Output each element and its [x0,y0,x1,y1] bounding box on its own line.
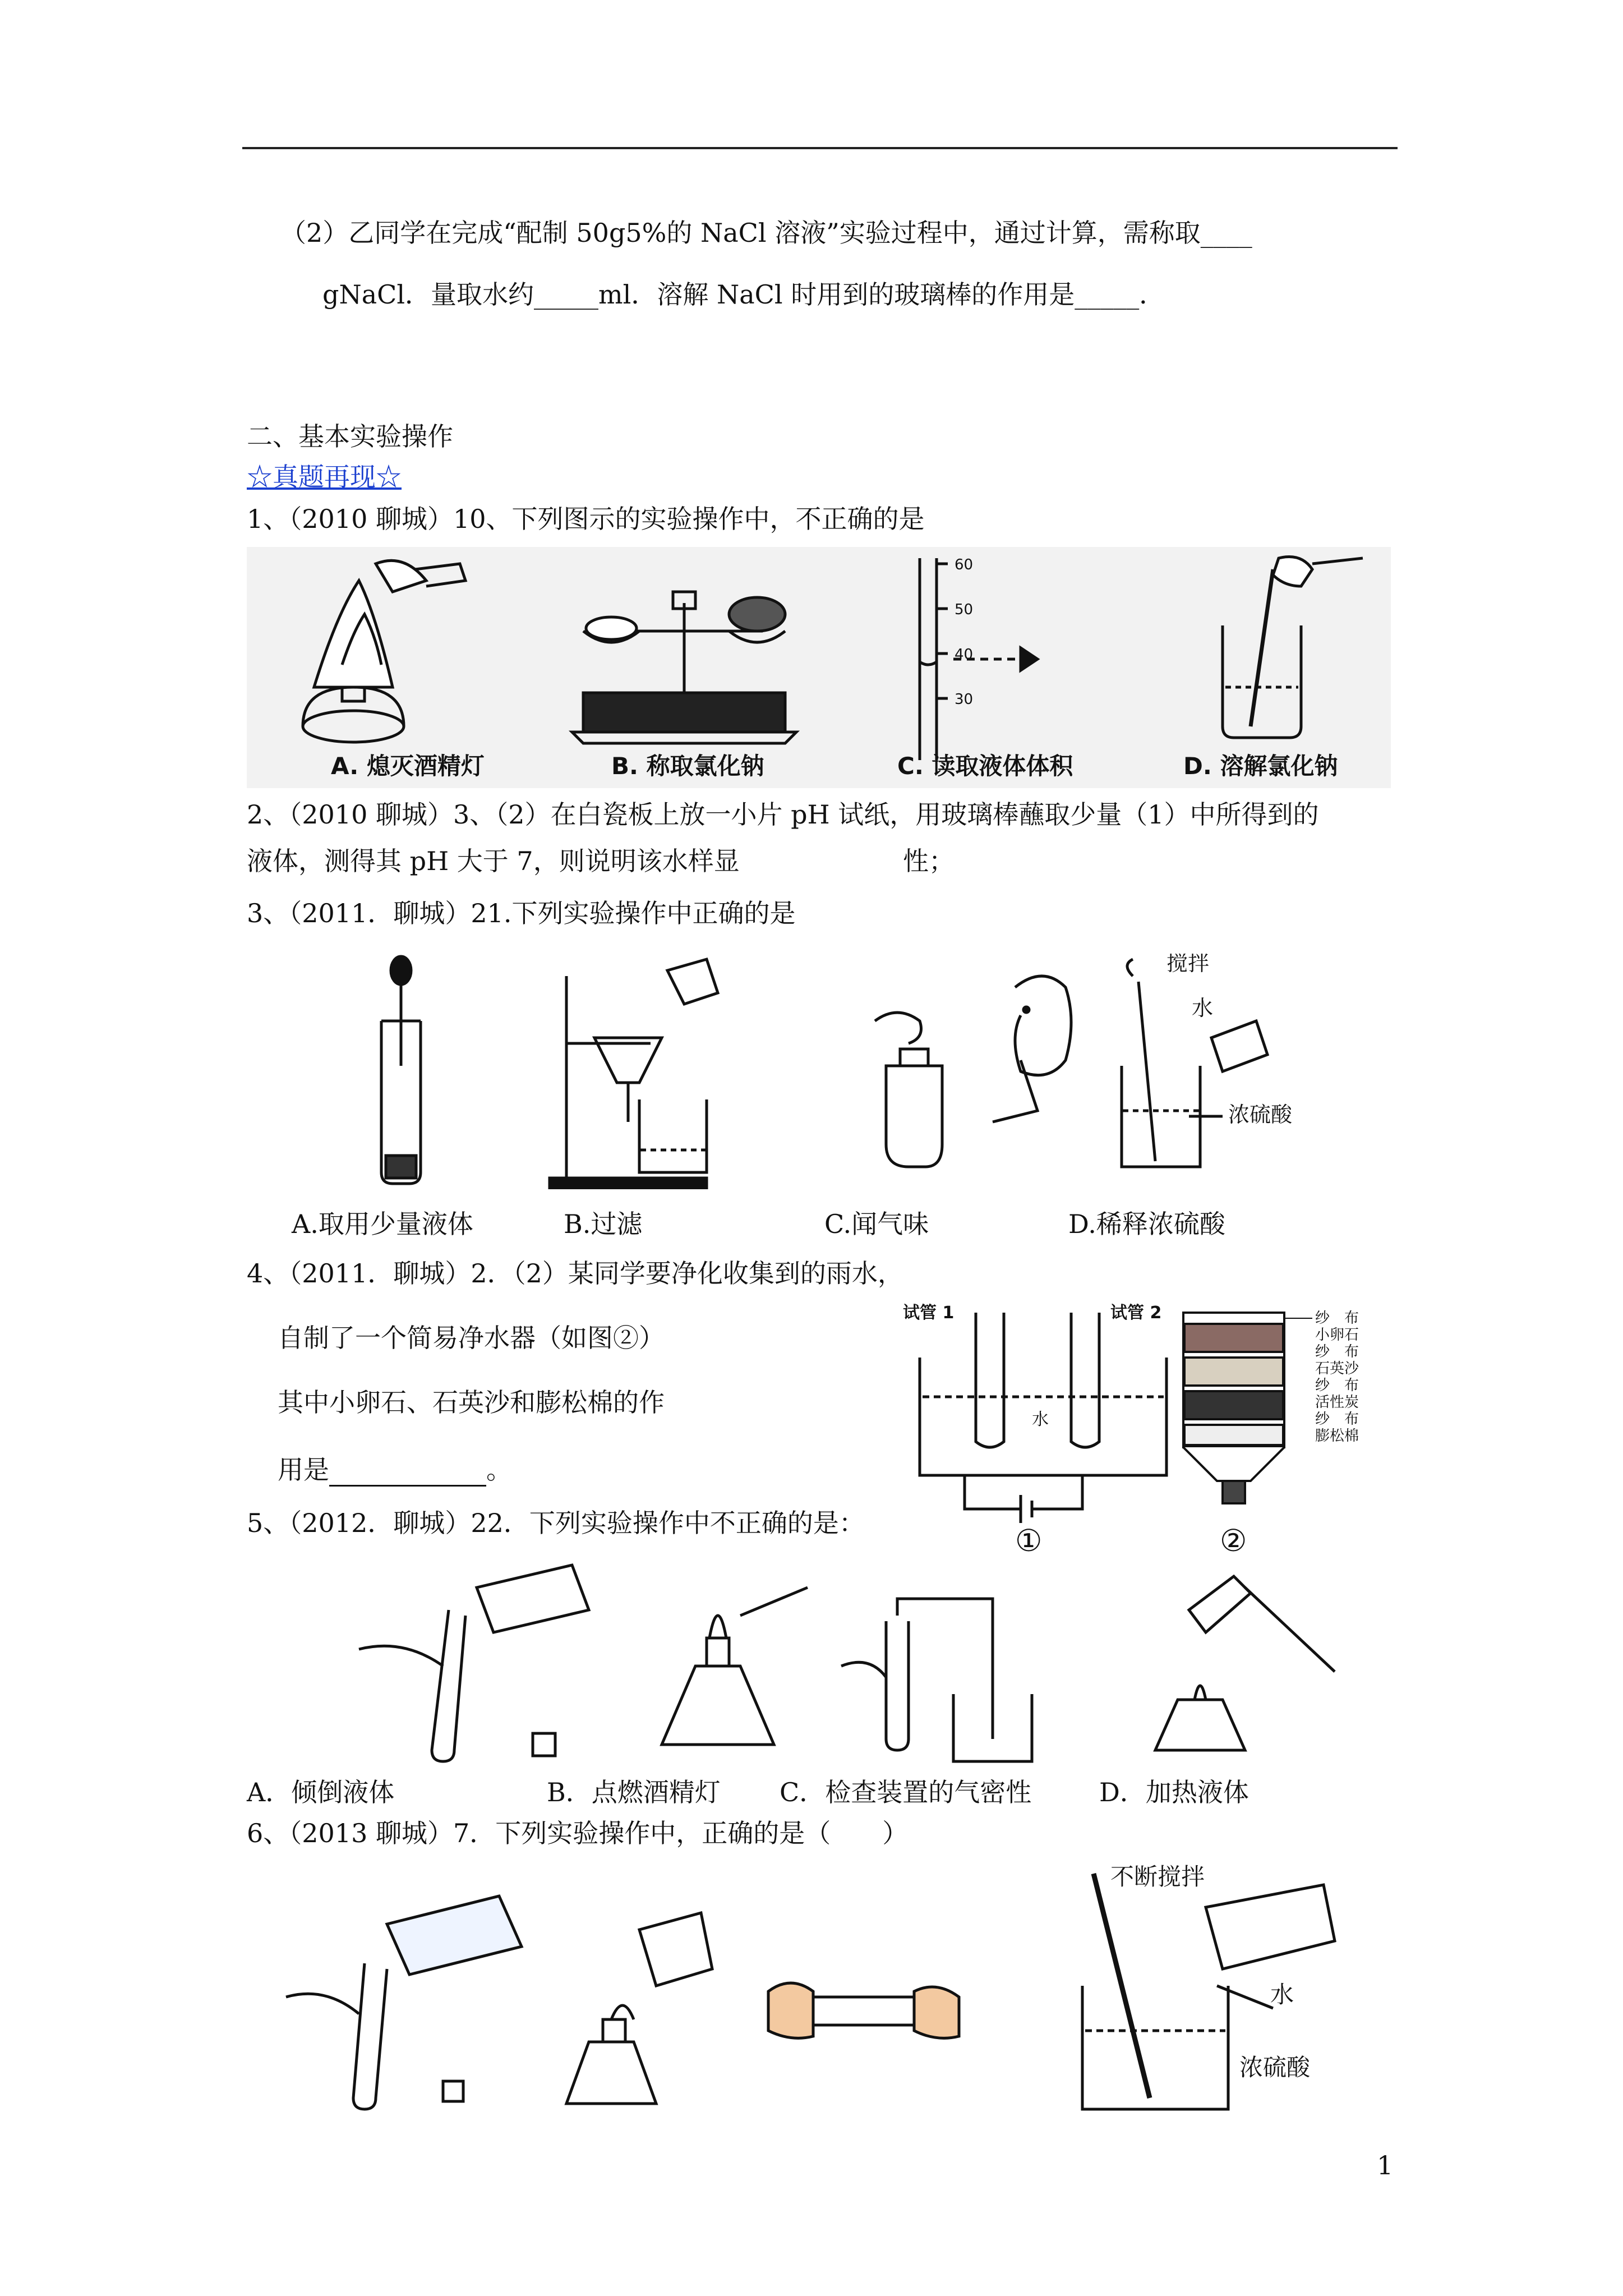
layer-label: 纱 布 [1315,1343,1359,1360]
page-number: 1 [1377,2150,1394,2180]
q3-label-b: B.过滤 [564,1209,643,1239]
q4-line4-end: 。 [486,1455,512,1485]
layer-label: 石英沙 [1315,1360,1359,1377]
q5-text: 5、（2012．聊城）22．下列实验操作中不正确的是： [247,1508,865,1538]
q6-figure [275,1862,1385,2120]
scale-label: 50 [955,601,974,618]
q4-figure [897,1301,1402,1554]
section-title: 二、基本实验操作 [247,421,453,452]
water-label: 水 [1192,996,1214,1020]
q2-line2: 液体，测得其 pH 大于 7，则说明该水样显 [247,846,740,876]
filter-layer-labels [1284,1310,1359,1444]
lamp-to-lamp-icon [566,1913,712,2104]
q4-line2: 自制了一个简易净水器（如图②） [278,1323,665,1353]
fig2-number: ② [1220,1523,1247,1554]
smell-gas-icon [875,976,1071,1167]
pour-liquid-icon [359,1565,589,1761]
water-filter-icon [1183,1313,1284,1503]
dilute-acid-icon [1122,959,1267,1167]
water-label: 水 [1270,1981,1294,2008]
acid-label: 浓硫酸 [1228,1102,1293,1127]
water-label: 水 [1032,1410,1049,1429]
q3-label-a: A.取用少量液体 [292,1209,473,1239]
fig1-number: ① [1015,1523,1043,1554]
scale-label: 60 [955,556,974,573]
q1-label-b: B. 称取氯化钠 [611,752,764,780]
layer-label: 活性炭 [1315,1394,1359,1411]
q5-label-a: A．倾倒液体 [247,1777,395,1807]
test-tube-dropper-icon [381,956,421,1184]
q6-text: 6、（2013 聊城）7．下列实验操作中，正确的是（ ） [247,1818,909,1848]
q4-text: 4、（2011．聊城）2．（2）某同学要净化收集到的雨水， [247,1258,903,1289]
layer-label: 纱 布 [1315,1411,1359,1428]
light-lamp-icon [662,1588,808,1745]
q5-label-c: C．检查装置的气密性 [780,1777,1032,1807]
layer-label: 小卵石 [1315,1327,1359,1343]
q3-label-d: D.稀释浓硫酸 [1068,1209,1225,1239]
layer-label: 纱 布 [1315,1377,1359,1394]
q3-figure [348,954,1301,1189]
layer-label: 膨松棉 [1315,1428,1359,1444]
q5-figure [348,1554,1357,1767]
scale-label: 30 [955,691,974,708]
tube2-label: 试管 2 [1110,1303,1162,1323]
header-rule [242,147,1398,149]
heat-liquid-icon [1155,1576,1335,1750]
q2-line1: 2、（2010 聊城）3、（2）在白瓷板上放一小片 pH 试纸，用玻璃棒蘸取少量（1）中所得到的 [247,799,1319,830]
stir-label: 搅拌 [1166,954,1210,976]
q4-line4 [278,1453,512,1487]
q2-line2-end: 性； [903,846,955,876]
q-part2-line2: gNaCl．量取水约_____ml．溶解 NaCl 时用到的玻璃棒的作用是_____． [322,279,1165,310]
acid-label: 浓硫酸 [1239,2054,1311,2081]
scale-label: 40 [955,646,974,663]
pour-liquid-icon [286,1896,522,2109]
q3-label-c: C.闻气味 [824,1209,929,1239]
q5-label-b: B．点燃酒精灯 [547,1777,721,1807]
tube1-label: 试管 1 [903,1303,955,1323]
q4-line3: 其中小卵石、石英沙和膨松棉的作 [278,1387,665,1418]
section-subtitle-link[interactable]: ☆真题再现☆ [247,462,402,492]
layer-label: 纱 布 [1315,1310,1359,1327]
q3-text: 3、（2011．聊城）21.下列实验操作中正确的是 [247,898,796,928]
shake-tube-icon [768,1983,959,2038]
filtration-icon [550,959,718,1188]
q1-figure [247,547,1391,788]
stir-label: 不断搅拌 [1110,1863,1205,1890]
q1-label-d: D. 溶解氯化钠 [1183,752,1338,780]
answer-blank[interactable] [329,1459,486,1487]
q-part2-line1: （2）乙同学在完成“配制 50g5%的 NaCl 溶液”实验过程中，通过计算，需称取____ [280,218,1252,248]
q1-text: 1、（2010 聊城）10、下列图示的实验操作中，不正确的是 [247,504,925,534]
q1-label-a: A. 熄灭酒精灯 [331,752,485,780]
q5-label-d: D．加热液体 [1099,1777,1249,1807]
airtight-check-icon [841,1599,1032,1761]
q4-line4-text: 用是 [278,1455,329,1485]
q1-label-c: C. 读取液体体积 [897,752,1073,780]
